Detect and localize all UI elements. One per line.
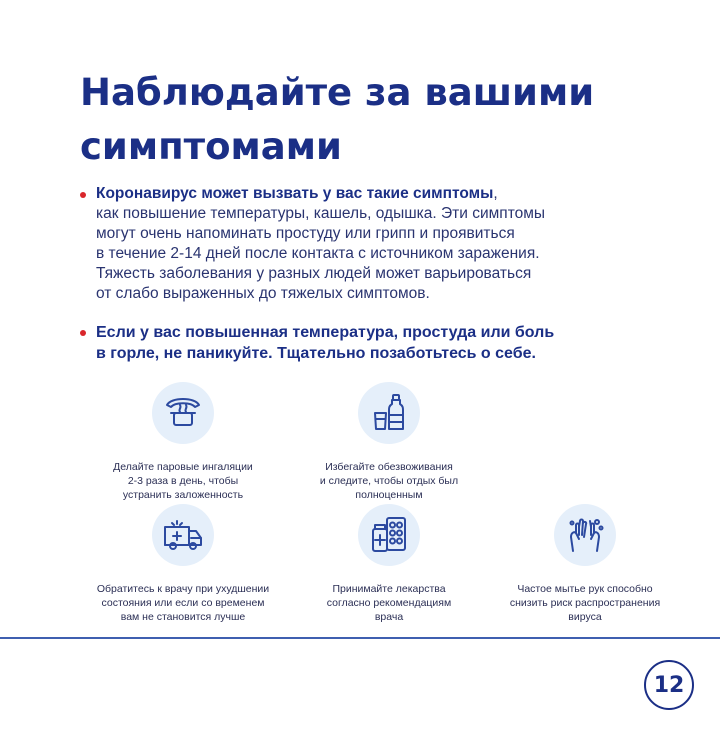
tip-icon-circle	[554, 504, 616, 566]
tip-caption	[88, 460, 278, 502]
symptoms-bullet	[80, 184, 640, 304]
footer-divider	[0, 637, 720, 639]
tip-caption-line: 2-3 раза в день, чтобы	[127, 475, 239, 487]
page-title-line-1: Наблюдайте за вашими	[80, 71, 595, 114]
symptoms-line: как повышение температуры, кашель, одышка. Эти симптомы	[96, 205, 546, 222]
bullet-dot	[80, 192, 86, 198]
tip-caption-line: устранить заложенность	[122, 489, 244, 501]
tip-icon-circle	[358, 504, 420, 566]
tip-caption	[294, 460, 484, 502]
tip-caption-line: согласно рекомендациям	[326, 597, 452, 609]
tip-caption-line: врача	[374, 611, 404, 623]
tip-see-doctor	[88, 504, 278, 624]
symptoms-line: Тяжесть заболевания у разных людей может варьироваться	[96, 265, 532, 282]
tip-caption-line: состояния или если со временем	[101, 597, 265, 609]
bullet-dot	[80, 330, 86, 336]
tip-hand-washing	[490, 504, 680, 624]
hand-washing-icon	[563, 513, 607, 557]
tip-caption-line: вируса	[568, 611, 602, 623]
page-number: 12	[653, 672, 685, 698]
tip-caption-line: полноценным	[355, 489, 423, 501]
tip-caption-line: Обратитесь к врачу при ухудшении	[96, 583, 270, 595]
tip-caption-line: и следите, чтобы отдых был	[319, 475, 459, 487]
tip-icon-circle	[152, 504, 214, 566]
symptoms-lead-tail: ,	[493, 185, 498, 202]
no-panic-line: в горле, не паникуйте. Тщательно позаботьтесь о себе.	[96, 345, 536, 362]
symptoms-lead-bold: Коронавирус может вызвать у вас такие симптомы	[96, 185, 494, 202]
tip-caption	[294, 582, 484, 624]
symptoms-line: могут очень напоминать простуду или грипп и проявиться	[96, 225, 515, 242]
tip-caption-line: Избегайте обезвоживания	[325, 461, 453, 473]
page-number-badge	[644, 660, 694, 710]
symptoms-lead-line	[96, 184, 640, 204]
tip-caption-line: вам не становится лучше	[120, 611, 246, 623]
tip-caption	[88, 582, 278, 624]
page-title-line-2: симптомами	[80, 125, 342, 168]
tip-caption-line: Принимайте лекарства	[332, 583, 446, 595]
tip-caption-line: Частое мытье рук способно	[517, 583, 653, 595]
no-panic-text	[96, 322, 640, 364]
tip-icon-circle	[152, 382, 214, 444]
symptoms-line: от слабо выраженных до тяжелых симптомов.	[96, 285, 430, 302]
tip-caption	[490, 582, 680, 624]
tip-hydration	[294, 382, 484, 502]
ambulance-icon	[161, 513, 205, 557]
medicine-icon	[367, 513, 411, 557]
no-panic-line: Если у вас повышенная температура, простуда или боль	[96, 324, 555, 341]
tip-caption-line: Делайте паровые ингаляции	[113, 461, 253, 473]
tip-caption-line: снизить риск распространения	[509, 597, 661, 609]
symptoms-line: в течение 2-14 дней после контакта с источником заражения.	[96, 245, 540, 262]
page-title	[80, 66, 640, 174]
water-bottle-icon	[367, 391, 411, 435]
tip-icon-circle	[358, 382, 420, 444]
symptoms-text	[96, 184, 640, 304]
steam-inhalation-icon	[161, 391, 205, 435]
tip-medicine	[294, 504, 484, 624]
tip-steam-inhalation	[88, 382, 278, 502]
no-panic-bullet	[80, 322, 640, 364]
